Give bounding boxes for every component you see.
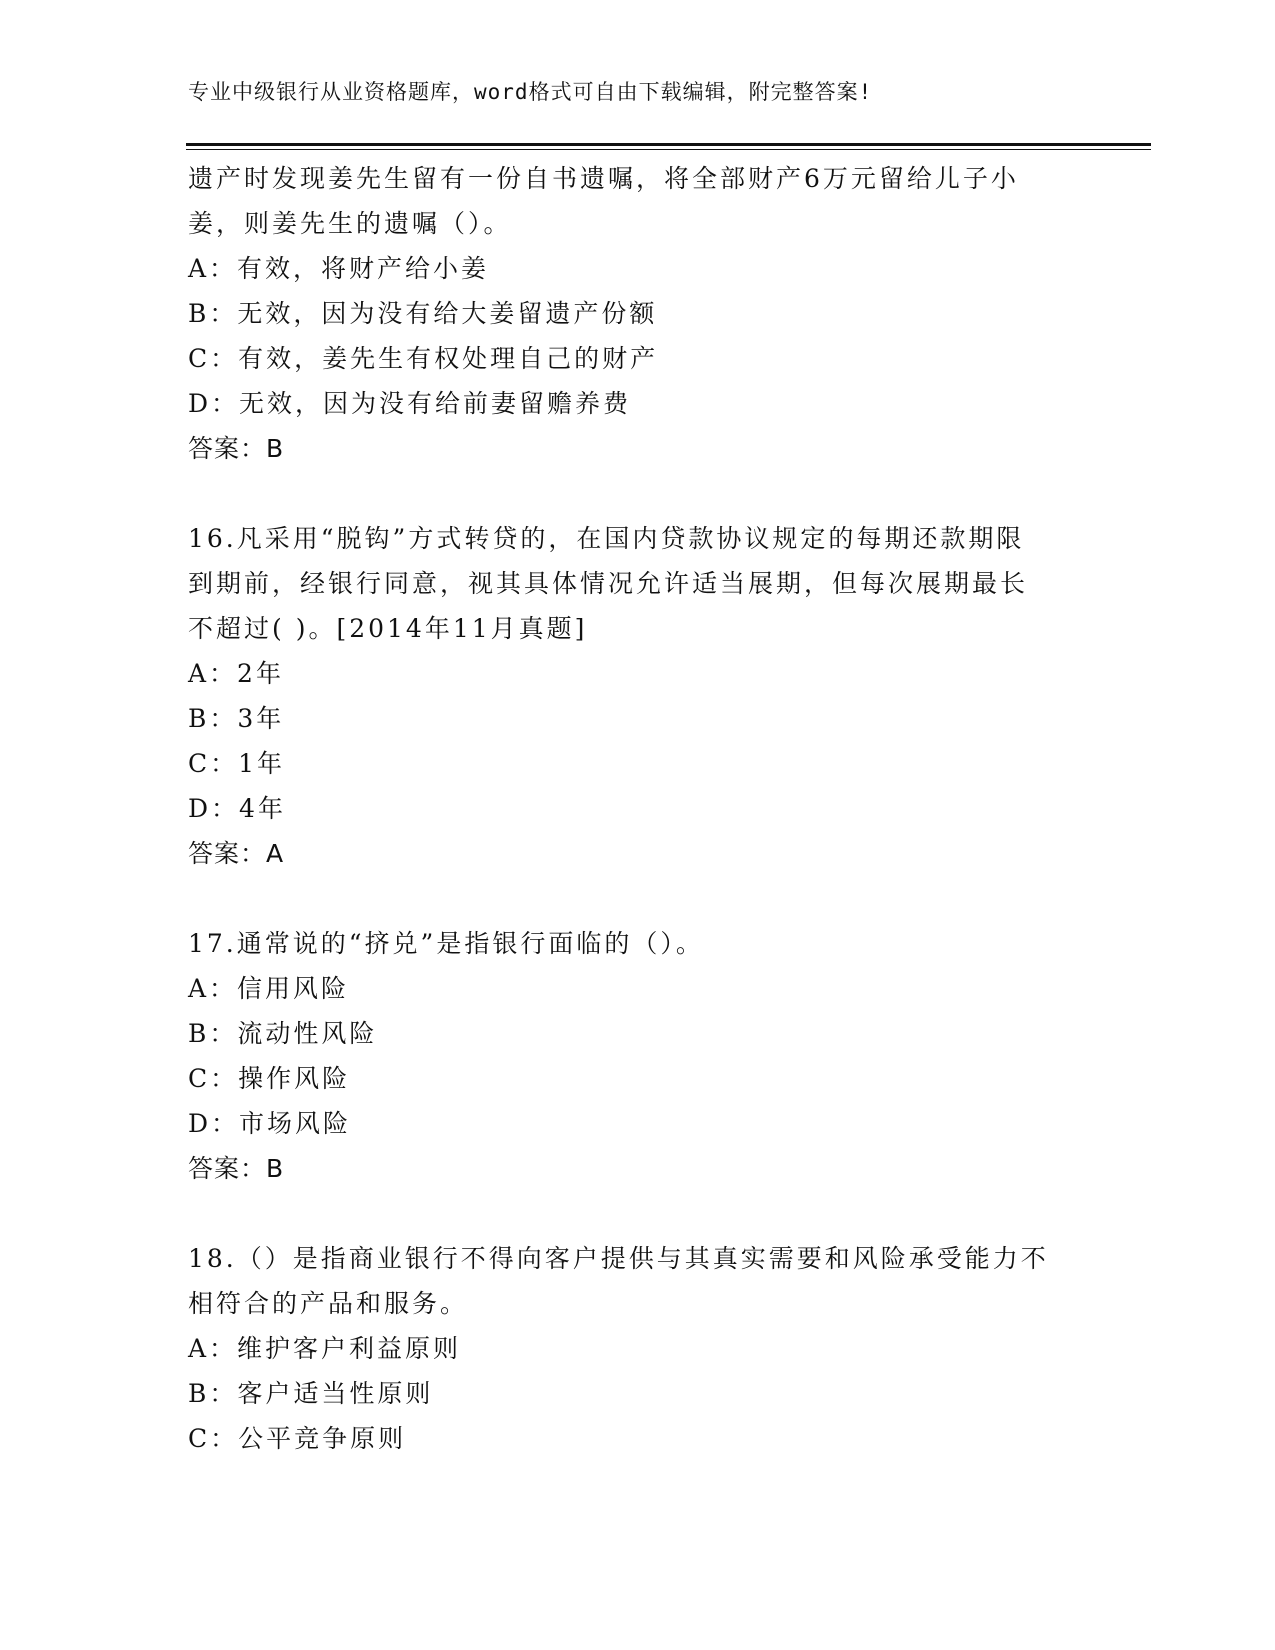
header-rule-thick xyxy=(186,143,1151,146)
question-stem-line: 到期前，经银行同意，视其具体情况允许适当展期，但每次展期最长 xyxy=(188,569,1029,598)
answer-line: 答案：A xyxy=(188,839,285,868)
question-15 xyxy=(188,156,1088,471)
answer-line: 答案：B xyxy=(188,434,285,463)
question-18 xyxy=(188,1236,1088,1461)
question-16 xyxy=(188,516,1088,876)
option-a: A：2年 xyxy=(188,659,284,688)
question-list xyxy=(188,156,1088,1461)
option-d: D：市场风险 xyxy=(188,1109,352,1138)
option-a: A：维护客户利益原则 xyxy=(188,1334,462,1363)
option-a: A：有效，将财产给小姜 xyxy=(188,254,490,283)
option-b: B：无效，因为没有给大姜留遗产份额 xyxy=(188,299,658,328)
option-c: C：公平竞争原则 xyxy=(188,1424,407,1453)
option-d: D：无效，因为没有给前妻留赡养费 xyxy=(188,389,632,418)
option-b: B：流动性风险 xyxy=(188,1019,378,1048)
option-d: D：4年 xyxy=(188,794,286,823)
question-stem-line: 遗产时发现姜先生留有一份自书遗嘱，将全部财产6万元留给儿子小 xyxy=(188,164,1019,193)
question-spacer xyxy=(188,471,1088,516)
option-c: C：操作风险 xyxy=(188,1064,351,1093)
question-stem-line: 相符合的产品和服务。 xyxy=(188,1289,469,1318)
option-b: B：客户适当性原则 xyxy=(188,1379,434,1408)
question-stem-line: 18.（）是指商业银行不得向客户提供与其真实需要和风险承受能力不 xyxy=(188,1244,1049,1273)
option-a: A：信用风险 xyxy=(188,974,350,1003)
question-spacer xyxy=(188,1191,1088,1236)
question-17 xyxy=(188,921,1088,1191)
option-c: C：1年 xyxy=(188,749,286,778)
answer-line: 答案：B xyxy=(188,1154,285,1183)
question-stem-line: 姜，则姜先生的遗嘱（）。 xyxy=(188,209,512,238)
question-stem-line: 不超过( )。[2014年11月真题] xyxy=(188,614,588,643)
question-spacer xyxy=(188,876,1088,921)
header-rule-thin xyxy=(186,149,1151,150)
question-stem-line: 16.凡采用“脱钩”方式转贷的，在国内贷款协议规定的每期还款期限 xyxy=(188,524,1025,553)
option-c: C：有效，姜先生有权处理自己的财产 xyxy=(188,344,659,373)
question-stem-line: 17.通常说的“挤兑”是指银行面临的（）。 xyxy=(188,929,704,958)
option-b: B：3年 xyxy=(188,704,285,733)
page-header: 专业中级银行从业资格题库，word格式可自由下载编辑，附完整答案! xyxy=(188,80,873,104)
